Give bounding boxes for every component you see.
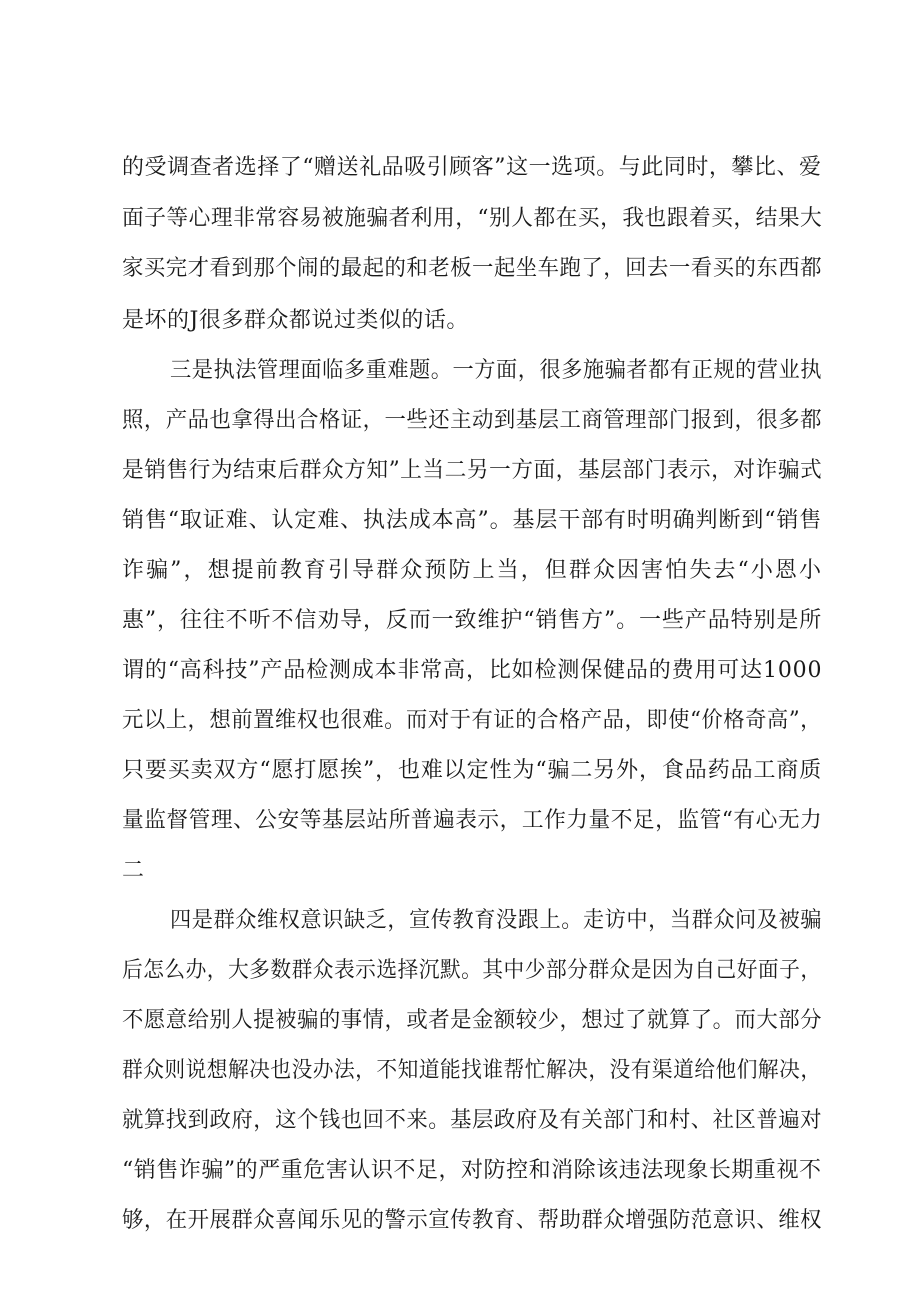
text-line: 够，在开展群众喜闻乐见的警示宣传教育、帮助群众增强防范意识、维权 [122,1208,822,1233]
text-line: 群众则说想解决也没办法，不知道能找谁帮忙解决，没有渠道给他们解决， [122,1058,822,1083]
text-line: 销售“取证难、认定难、执法成本高”。基层干部有时明确判断到“销售 [122,508,823,533]
text-line: 是坏的J很多群众都说过类似的话。 [122,308,469,333]
paragraph-first-line: 四是群众维权意识缺乏，宣传教育没跟上。走访中，当群众问及被骗 [170,908,822,933]
text-line: 量监督管理、公安等基层站所普遍表示，工作力量不足，监管“有心无力 [122,808,823,833]
text-line: 不愿意给别人提被骗的事情，或者是金额较少，想过了就算了。而大部分 [122,1008,822,1033]
text-line: 二 [122,858,145,883]
text-line: 的受调查者选择了“赠送礼品吸引顾客”这一选项。与此同时，攀比、爱 [122,155,822,180]
text-line: 是销售行为结束后群众方知”上当二另一方面，基层部门表示，对诈骗式 [122,458,823,483]
text-line: 面子等心理非常容易被施骗者利用，“别人都在买，我也跟着买，结果大 [122,206,823,231]
text-line: 惠”，往往不听不信劝导，反而一致维护“销售方”。一些产品特别是所 [122,608,823,633]
text-line: 就算找到政府，这个钱也回不来。基层政府及有关部门和村、社区普遍对 [122,1108,822,1133]
text-line: “销售诈骗”的严重危害认识不足，对防控和消除该违法现象长期重视不 [122,1158,822,1183]
paragraph-first-line: 三是执法管理面临多重难题。一方面，很多施骗者都有正规的营业执 [170,358,822,383]
text-line: 谓的“高科技”产品检测成本非常高，比如检测保健品的费用可达1000 [122,658,823,683]
text-line: 照，产品也拿得出合格证，一些还主动到基层工商管理部门报到，很多都 [122,408,822,433]
text-line: 家买完才看到那个闹的最起的和老板一起坐车跑了，回去一看买的东西都 [122,256,822,281]
text-line: 元以上，想前置维权也很难。而对于有证的合格产品，即使“价格奇高”， [122,708,823,733]
text-line: 后怎么办，大多数群众表示选择沉默。其中少部分群众是因为自己好面子， [122,958,822,983]
text-line: 诈骗”，想提前教育引导群众预防上当，但群众因害怕失去“小恩小 [122,558,824,583]
text-line: 只要买卖双方“愿打愿挨”，也难以定性为“骗二另外，食品药品工商质 [122,758,823,783]
